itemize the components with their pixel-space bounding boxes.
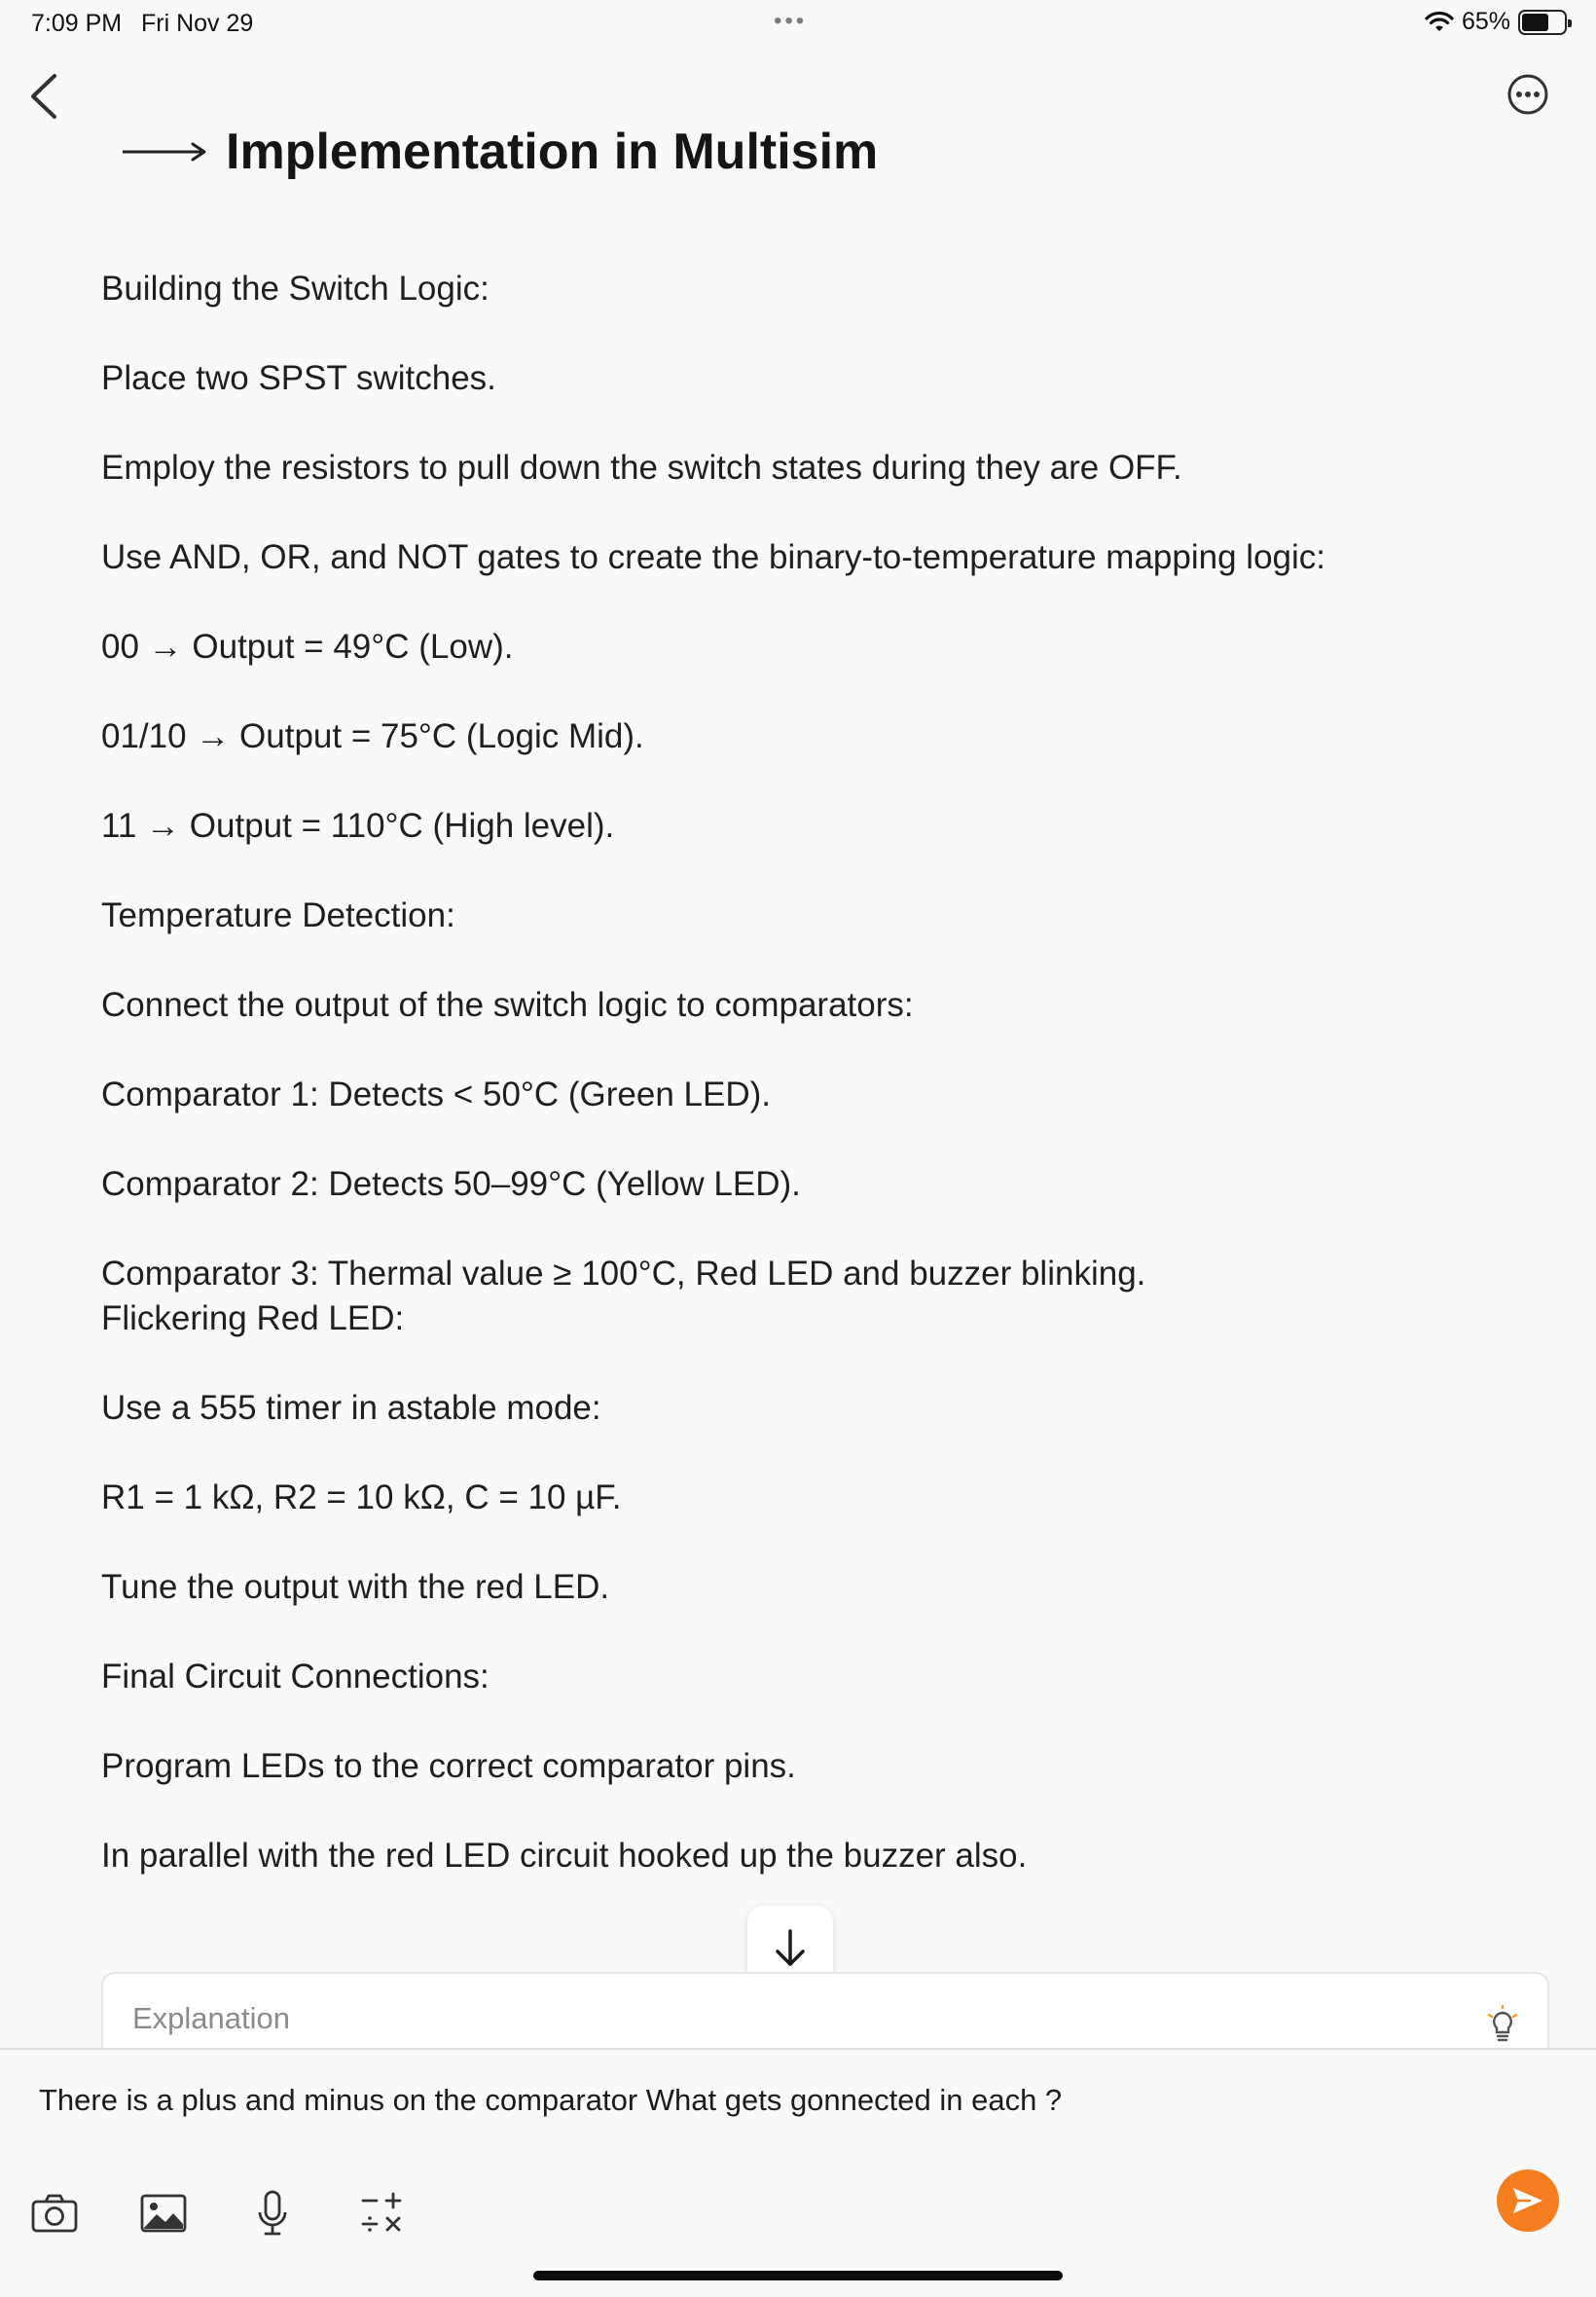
send-icon (1510, 2185, 1545, 2216)
status-date: Fri Nov 29 (141, 10, 254, 37)
paragraph: Flickering Red LED: (101, 1299, 405, 1337)
message-input[interactable]: There is a plus and minus on the comparator What gets gonnected in each ? (39, 2083, 1063, 2117)
battery-icon (1518, 10, 1567, 35)
back-button[interactable] (25, 70, 64, 123)
paragraph: Tune the output with the red LED. (101, 1568, 610, 1606)
chevron-left-icon (25, 70, 64, 123)
camera-icon (30, 2193, 79, 2234)
battery-percent: 65% (1461, 8, 1510, 35)
paragraph: Employ the resistors to pull down the switch states during they are OFF. (101, 449, 1182, 487)
microphone-icon (255, 2189, 290, 2238)
calculator-icon (357, 2189, 406, 2238)
more-options-button[interactable] (1506, 73, 1549, 116)
paragraph: R1 = 1 kΩ, R2 = 10 kΩ, C = 10 µF. (101, 1478, 622, 1516)
send-button[interactable] (1497, 2169, 1559, 2232)
paragraph: Program LEDs to the correct comparator pins. (101, 1747, 796, 1785)
paragraph: In parallel with the red LED circuit hooked up the buzzer also. (101, 1837, 1028, 1875)
explanation-label: Explanation (132, 2001, 291, 2035)
home-indicator[interactable] (533, 2271, 1063, 2280)
paragraph: 11 → Output = 110°C (High level). (101, 807, 615, 845)
arrow-down-icon (771, 1927, 810, 1970)
paragraph: Temperature Detection: (101, 896, 455, 934)
paragraph: Comparator 1: Detects < 50°C (Green LED). (101, 1076, 772, 1113)
microphone-button[interactable] (245, 2186, 300, 2241)
battery-fill (1522, 14, 1548, 31)
section-heading (121, 121, 878, 183)
long-arrow-right-icon (121, 140, 208, 164)
heading-text: Implementation in Multisim (226, 124, 879, 180)
status-time: 7:09 PM (31, 10, 123, 37)
paragraph: Comparator 3: Thermal value ≥ 100°C, Red LED and buzzer blinking. (101, 1255, 1146, 1293)
multitask-dots-icon[interactable]: ••• (774, 8, 808, 34)
ellipsis-circle-icon (1506, 73, 1549, 116)
image-button[interactable] (136, 2186, 191, 2241)
explanation-card[interactable] (101, 1972, 1549, 2050)
lightbulb-icon[interactable] (1485, 2005, 1520, 2044)
paragraph: 00 → Output = 49°C (Low). (101, 628, 514, 666)
paragraph: Building the Switch Logic: (101, 270, 490, 308)
paragraph: Connect the output of the switch logic to comparators: (101, 986, 914, 1024)
paragraph: Final Circuit Connections: (101, 1658, 490, 1695)
status-indicators (1425, 8, 1567, 36)
image-icon (139, 2193, 188, 2234)
calculator-button[interactable] (354, 2186, 409, 2241)
wifi-icon (1425, 11, 1454, 34)
paragraph: Use AND, OR, and NOT gates to create the binary-to-temperature mapping logic: (101, 538, 1326, 576)
article-body (101, 267, 1503, 1878)
composer (0, 2048, 1596, 2297)
paragraph: 01/10 → Output = 75°C (Logic Mid). (101, 717, 644, 755)
paragraph: Place two SPST switches. (101, 359, 496, 397)
paragraph: Use a 555 timer in astable mode: (101, 1389, 601, 1427)
paragraph: Comparator 2: Detects 50–99°C (Yellow LED). (101, 1165, 801, 1203)
camera-button[interactable] (27, 2186, 82, 2241)
